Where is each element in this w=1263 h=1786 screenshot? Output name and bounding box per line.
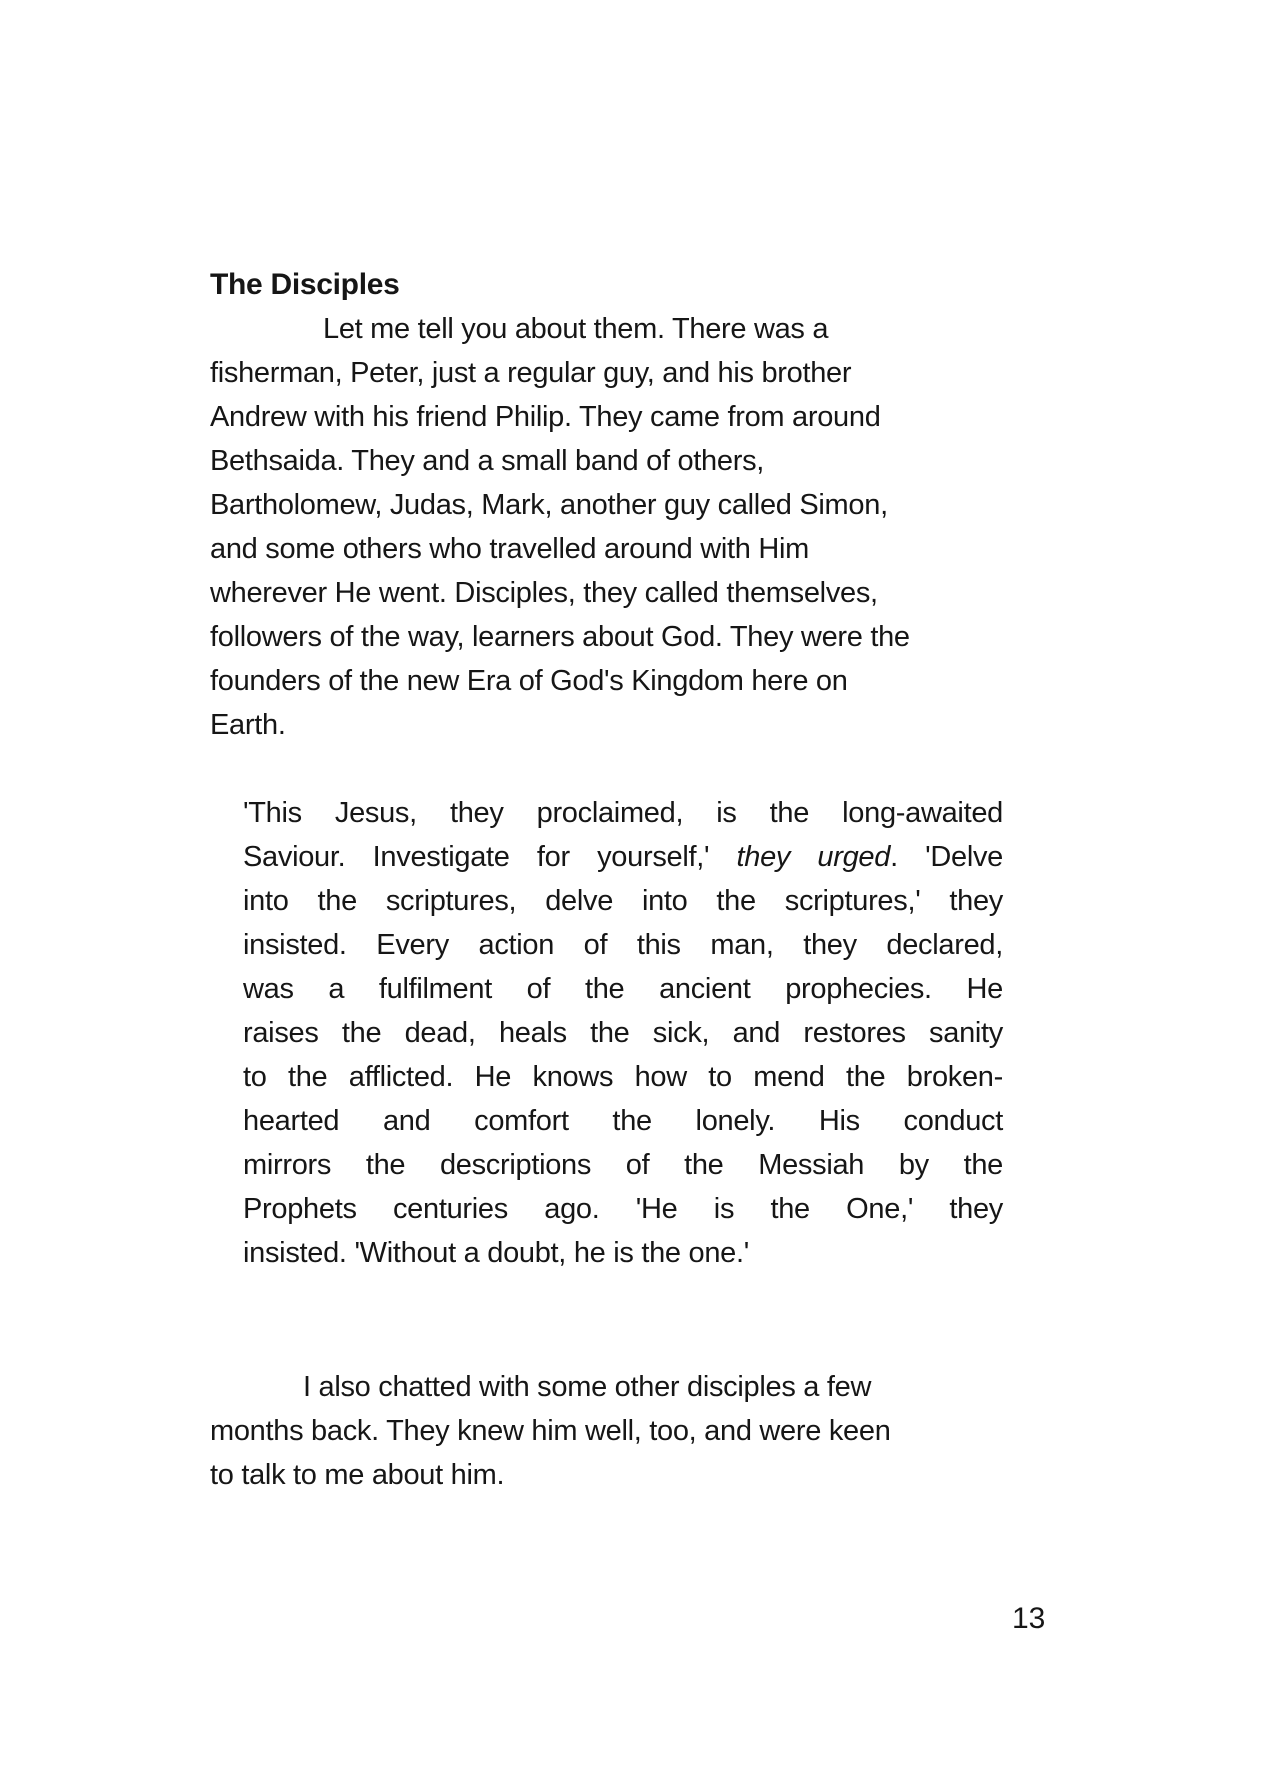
text-line: mirrors the descriptions of the Messiah by the bbox=[243, 1149, 1003, 1181]
text-line: Let me tell you about them. There was a bbox=[323, 313, 829, 345]
text-line: Prophets centuries ago. 'He is the One,' they bbox=[243, 1193, 1003, 1225]
text-line: Andrew with his friend Philip. They came from around bbox=[210, 401, 881, 433]
text-line: Earth. bbox=[210, 709, 286, 741]
blockquote-this-jesus bbox=[243, 791, 1003, 1275]
text-line: Bartholomew, Judas, Mark, another guy called Simon, bbox=[210, 489, 888, 521]
paragraph-other-disciples bbox=[210, 1365, 1046, 1497]
text-line: wherever He went. Disciples, they called themselves, bbox=[210, 577, 878, 609]
text-line: and some others who travelled around with Him bbox=[210, 533, 810, 565]
text-line: hearted and comfort the lonely. His conduct bbox=[243, 1105, 1003, 1137]
text-line: months back. They knew him well, too, and were keen bbox=[210, 1415, 891, 1447]
text-line: I also chatted with some other disciples a few bbox=[303, 1371, 872, 1403]
text-line: Bethsaida. They and a small band of others, bbox=[210, 445, 765, 477]
text-line: fisherman, Peter, just a regular guy, and his brother bbox=[210, 357, 852, 389]
page-content bbox=[210, 263, 1046, 1497]
paragraph-disciples-intro bbox=[210, 307, 1046, 747]
text-line: was a fulfilment of the ancient prophecies. He bbox=[243, 973, 1003, 1005]
text-line: insisted. Every action of this man, they declared, bbox=[243, 929, 1003, 961]
text-line: into the scriptures, delve into the scriptures,' they bbox=[243, 885, 1003, 917]
text-line: followers of the way, learners about God. They were the bbox=[210, 621, 910, 653]
page-number: 13 bbox=[1012, 1602, 1046, 1635]
text-line: insisted. 'Without a doubt, he is the one.' bbox=[243, 1237, 749, 1269]
section-heading: The Disciples bbox=[210, 268, 400, 301]
text-line: to the afflicted. He knows how to mend the broken- bbox=[243, 1061, 1003, 1093]
text-line: Saviour. Investigate for yourself,' they urged. 'Delve bbox=[243, 841, 1003, 873]
text-line: raises the dead, heals the sick, and restores sanity bbox=[243, 1017, 1003, 1049]
text-line: 'This Jesus, they proclaimed, is the long-awaited bbox=[243, 797, 1003, 829]
text-line: founders of the new Era of God's Kingdom here on bbox=[210, 665, 848, 697]
text-line: to talk to me about him. bbox=[210, 1459, 505, 1491]
